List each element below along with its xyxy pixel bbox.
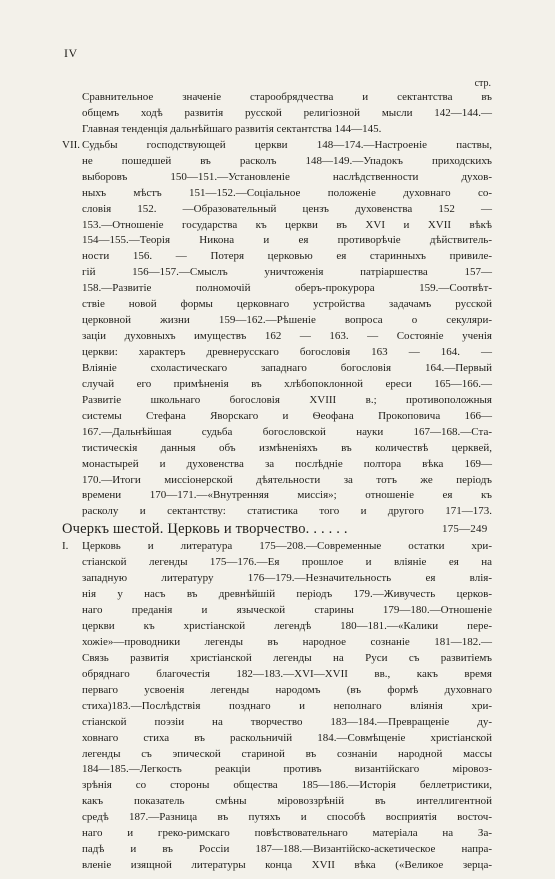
toc-line: наго и греко-римскаго повѣствовательнаго матеріала на За- [82,827,492,840]
toc-line: средѣ 187.—Разница въ путяхъ и способѣ восприятія восточ- [82,811,492,824]
section-text: Церковь и литература 175—208.—Современные остатки хри- [82,540,492,553]
toc-line: стиха)183.—Послѣдствія позднаго и неполнаго вліянія хри- [82,699,492,712]
toc-line: перваго усвоенія легенды народомъ (въ формѣ духовнаго [82,683,492,696]
toc-line: системы Стефана Яворскаго и Ѳеофана Прокоповича 166— [82,409,492,422]
section-number: I. [62,540,69,553]
toc-line: церкви къ христіанской легендѣ 180—181.—«Калики пере- [82,620,492,632]
toc-line: 184—185.—Легкость реакціи противъ византійскаго міровоз- [82,763,492,776]
toc-block-section-vii [62,154,492,521]
toc-line: 158.—Развитіе полномочій оберъ-прокурора 159.—Соотвѣт- [82,282,492,295]
toc-line: 170.—Итоги миссіонерской дѣятельности за тотъ же періодъ [82,473,492,486]
toc-line: обряднаго благочестія 182—183.—XVI—XVII вв., какъ время [82,667,492,680]
toc-line: 154—155.—Теорія Никона и ея противорѣчіе дѣйствитель- [82,234,492,247]
toc-line: церковной жизни 159—162.—Рѣшеніе вопроса о секуляри- [82,314,492,327]
toc-line: Главная тенденція дальнѣйшаго развитія сектантства 144—145. [82,122,382,135]
toc-line: зрѣнія со стороны общества 185—186.—Исторія беллетристики, [82,779,492,792]
toc-line: не пошедшей въ расколъ 148—149.—Упадокъ приходскихъ [82,154,492,167]
toc-line: стіанской легенды 175—176.—Ея прошлое и вліяніе ея на [82,556,492,569]
toc-line: нія у насъ въ древнѣйшій періодъ 179.—Живучесть церков- [82,588,492,601]
toc-line: хожіе»—проводники легенды въ народное сознаніе 181—182.— [82,635,492,648]
toc-line: ховнаго стиха въ раскольничій 184.—Совмѣщеніе христіанской [82,731,492,744]
toc-line: ности 156. — Потеря церковью ея старинныхъ привиле- [82,250,492,263]
toc-line: словія 152. —Образовательный цензъ духовенства 152 — [82,202,492,215]
toc-line: Сравнительное значеніе старообрядчества и сектантства въ [82,91,492,103]
page-number: IV [64,46,78,60]
toc-line: выборовъ 150—151.—Установленіе наслѣдственности духов- [82,170,492,183]
toc-line: ствіе новой формы церковнаго устройства задачамъ русской [82,298,492,311]
toc-line: заціи духовныхъ имуществъ 162 — 163. — Состояніе ученія [82,330,492,343]
essay-heading [62,520,492,539]
toc-line: наго преданія и языческой старины 179—180.—Отношеніе [82,604,492,617]
toc-line: гій 156—157.—Смыслъ уничтоженія патріаршества 157— [82,266,492,279]
table-of-contents [62,90,492,874]
toc-line: 167.—Дальнѣйшая судьба богословской науки 167—168.—Ста- [82,425,492,438]
toc-line: времени 170—171.—«Внутренняя миссія»; отношеніе ея къ [82,489,492,502]
toc-line: стіанской поэзіи на творчество 183—184.—Превращеніе ду- [82,715,492,728]
toc-line: падѣ и въ Россіи 187—188.—Византійско-аскетическое напра- [82,843,492,856]
page-column-label: стр. [474,78,491,89]
toc-line: легенды съ эпической стариной въ сознаніи народной массы [82,747,492,760]
essay-title: Очеркъ шестой. Церковь и творчество. . . . . . [62,521,348,538]
toc-line: какъ показатель смѣны міровоззрѣній въ интеллигентной [82,795,492,808]
toc-line: Связь развитія христіанской легенды на Руси съ развитіемъ [82,651,492,664]
toc-line: Вліяніе схоластическаго западнаго богословія 164.—Первый [82,361,492,374]
essay-page-range: 175—249 [442,523,488,536]
toc-line: расколу и сектантству: статистика того и другого 171—173. [82,505,492,518]
toc-line: общемъ ходѣ развитія русской религіозной мысли 142—144.— [82,106,492,119]
toc-block-section-i [62,555,492,874]
toc-line: случай его примѣненія въ хлѣбопоклонной ереси 165—166.— [82,377,492,390]
toc-section-i-heading [62,539,492,555]
toc-line: 153.—Отношеніе государства къ церкви въ XVI и XVII вѣкѣ [82,218,492,231]
toc-line: западную литературу 176—179.—Незначительность ея влія- [82,572,492,585]
toc-section-vii-heading [62,138,492,154]
toc-line: ныхъ мѣстъ 151—152.—Соціальное положеніе духовнаго со- [82,186,492,199]
toc-line: Развитіе школьнаго богословія XVIII в.; противоположныя [82,393,492,406]
toc-line: вленіе изящной литературы конца XVII вѣка («Великое зерца- [82,859,492,872]
section-number: VII. [62,138,81,151]
toc-line: тистическія данныя объ измѣненіяхъ въ количествѣ церквей, [82,441,492,454]
toc-line: монастырей и духовенства за послѣдніе полтора вѣка 169— [82,457,492,470]
toc-line: церкви: характеръ древнерусскаго богословія 163 — 164. — [82,346,492,358]
section-text: Судьбы господствующей церкви 148—174.—Настроеніе паствы, [82,138,492,151]
toc-block-continuation [62,90,492,138]
